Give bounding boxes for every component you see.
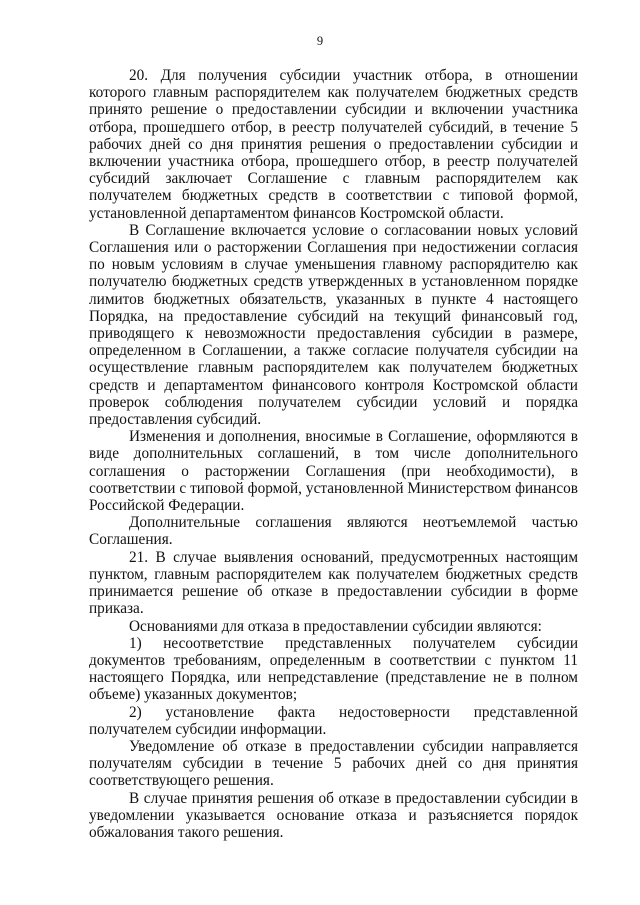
paragraph-refusal-appeal: В случае принятия решения об отказе в предоставлении субсидии в уведомлении указывается основание отказа и разъясняется порядок обжалования такого решения.: [89, 789, 578, 841]
paragraph-20-subsidy-agreement: 20. Для получения субсидии участник отбора, в отношении которого главным распорядителем как получателем бюджетных средств принято решение о предоставлении субсидии и включении участника отбора, прошедшего отбор, в реестр получателей субсидий, в течение 5 рабочих дней со дня принятия решения о предоставлении субсидии и включении участника отбора, прошедшего отбор, в реестр получателей субсидий заключает Соглашение с главным распорядителем как получателем бюджетных средств в соответствии с типовой формой, установленной департаментом финансов Костромской области.: [89, 67, 578, 222]
page-number: 9: [316, 34, 324, 48]
document-body: [89, 67, 578, 841]
paragraph-agreement-amendments: Изменения и дополнения, вносимые в Соглашение, оформляются в виде дополнительных соглашений, в том числе дополнительного соглашения о расторжении Соглашения (при необходимости), в соответствии с типовой формой, установленной Министерством финансов Российской Федерации.: [89, 428, 578, 515]
paragraph-refusal-ground-1: 1) несоответствие представленных получателем субсидии документов требованиям, определенным в соответствии с пунктом 11 настоящего Порядка, или непредставление (представление не в полном объеме) указанных документов;: [89, 634, 578, 704]
paragraph-refusal-grounds-intro: Основаниями для отказа в предоставлении субсидии являются:: [129, 617, 542, 635]
paragraph-additional-agreements: Дополнительные соглашения являются неотъемлемой частью Соглашения.: [89, 514, 578, 549]
paragraph-refusal-ground-2: 2) установление факта недостоверности представленной получателем субсидии информации.: [89, 703, 578, 738]
paragraph-21-refusal-decision: 21. В случае выявления оснований, предусмотренных настоящим пунктом, главным распорядителем как получателем бюджетных средств принимается решение об отказе в предоставлении субсидии в форме приказа.: [89, 548, 578, 618]
paragraph-refusal-notification: Уведомление об отказе в предоставлении субсидии направляется получателям субсидии в течение 5 рабочих дней со дня принятия соответствующего решения.: [89, 737, 578, 790]
paragraph-agreement-conditions: В Соглашение включается условие о согласовании новых условий Соглашения или о расторжении Соглашения при недостижении согласия по новым условиям в случае уменьшения главному распорядителю как получателю бюджетных средств утвержденных в установленном порядке лимитов бюджетных обязательств, указанных в пункте 4 настоящего Порядка, на предоставление субсидий на текущий финансовый год, приводящего к невозможности предоставления субсидии в размере, определенном в Соглашении, а также согласие получателя субсидии на осуществление главным распорядителем как получателем бюджетных средств и департаментом финансового контроля Костромской области проверок соблюдения получателем субсидии условий и порядка предоставления субсидий.: [89, 221, 578, 429]
